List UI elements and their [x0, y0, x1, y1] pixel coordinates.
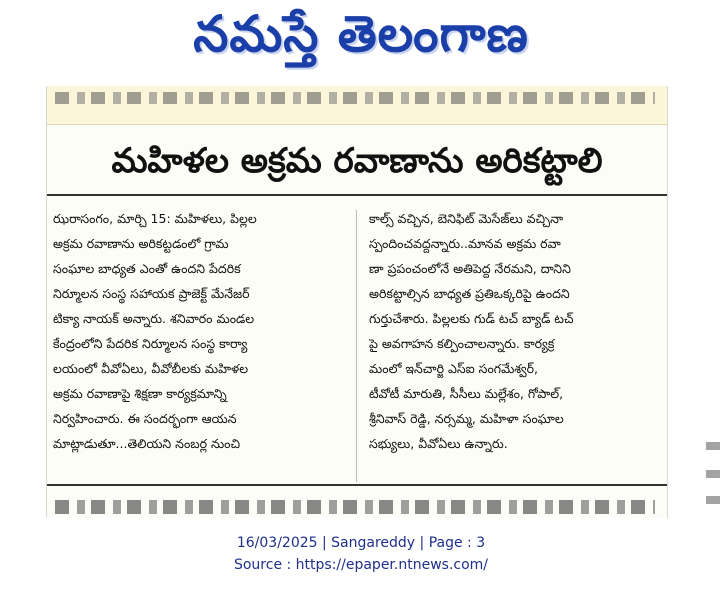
- article-line: సంఘాల బాధ్యత ఎంతో ఉందని పేదరిక: [53, 261, 241, 276]
- article-line: టీవోటీ మారుతి, సీసీలు మల్లేశం, గోపాల్,: [369, 386, 564, 401]
- cut-text-fragment: [55, 92, 655, 104]
- article-line: లయంలో వీవోఏలు, వీవోబీలకు మహిళల: [53, 361, 249, 376]
- article-line: నిర్మూలన సంస్థ సహాయక ప్రాజెక్ట్ మేనేజర్: [53, 286, 250, 301]
- edge-scraps: [700, 440, 722, 520]
- article-line: శ్రీనివాస్ రెడ్డి, నర్సమ్మ, మహిళా సంఘాల: [369, 411, 564, 426]
- article-column-left: [53, 206, 343, 486]
- next-article-strip: [47, 484, 667, 518]
- article-line: అరికట్టాల్సిన బాధ్యత ప్రతిఒక్కరిపై ఉందని: [369, 286, 570, 301]
- article-line: అక్రమ రవాణాను అరికట్టడంలో గ్రామ: [53, 236, 229, 251]
- article-headline: మహిళల అక్రమ రవాణాను అరికట్టాలి: [47, 136, 667, 196]
- article-line: నిర్వహించారు. ఈ సందర్భంగా ఆయన: [53, 411, 237, 426]
- article-line: స్పందించవద్దన్నారు..మానవ అక్రమ రవా: [369, 236, 561, 251]
- article-column-right: [369, 206, 659, 486]
- article-line: కాల్స్ వచ్చిన, బెనిఫిట్ మెసేజ్‌లు వచ్చినా: [369, 211, 564, 226]
- article-line: మాట్లాడుతూ...తెలియని నంబర్ల నుంచి: [53, 436, 241, 451]
- article-line: పై అవగాహన కల్పించాలన్నారు. కార్యక్ర: [369, 336, 555, 351]
- newspaper-logo: నమస్తే తెలంగాణ: [193, 4, 529, 63]
- scrap-mark: [706, 496, 720, 504]
- column-divider: [356, 210, 357, 482]
- article-line: అక్రమ రవాణాపై శిక్షణా కార్యక్రమాన్ని: [53, 386, 227, 401]
- article-line: గుర్తుచేశారు. పిల్లలకు గుడ్ టచ్ బ్యాడ్ టచ్: [369, 311, 574, 326]
- article-line: మంలో ఇన్‌చార్జి ఎస్ఐ సంగమేశ్వర్,: [369, 361, 538, 376]
- cut-text-fragment: [55, 500, 655, 514]
- article-line: కేంద్రంలోని పేదరిక నిర్మూలన సంస్థ కార్యా: [53, 336, 248, 351]
- article-line: ణా ప్రపంచంలోనే అతిపెద్ద నేరమని, దానిని: [369, 261, 571, 276]
- article-line: సభ్యులు, వీవోఏలు ఉన్నారు.: [369, 436, 508, 451]
- article-line: టిక్యా నాయక్ అన్నారు. శనివారం మండల: [53, 311, 255, 326]
- article-line: ఝరాసంగం, మార్చి 15: మహిళలు, పిల్లల: [53, 211, 257, 226]
- page-footer: [0, 532, 722, 582]
- source-link[interactable]: Source : https://epaper.ntnews.com/: [233, 557, 489, 573]
- masthead: [0, 0, 722, 80]
- article-body: [53, 206, 659, 486]
- previous-article-strip: [47, 86, 667, 125]
- edition-info: 16/03/2025 | Sangareddy | Page : 3: [236, 535, 486, 551]
- scrap-mark: [706, 470, 720, 478]
- article-clipping: [46, 86, 668, 518]
- scrap-mark: [706, 442, 720, 450]
